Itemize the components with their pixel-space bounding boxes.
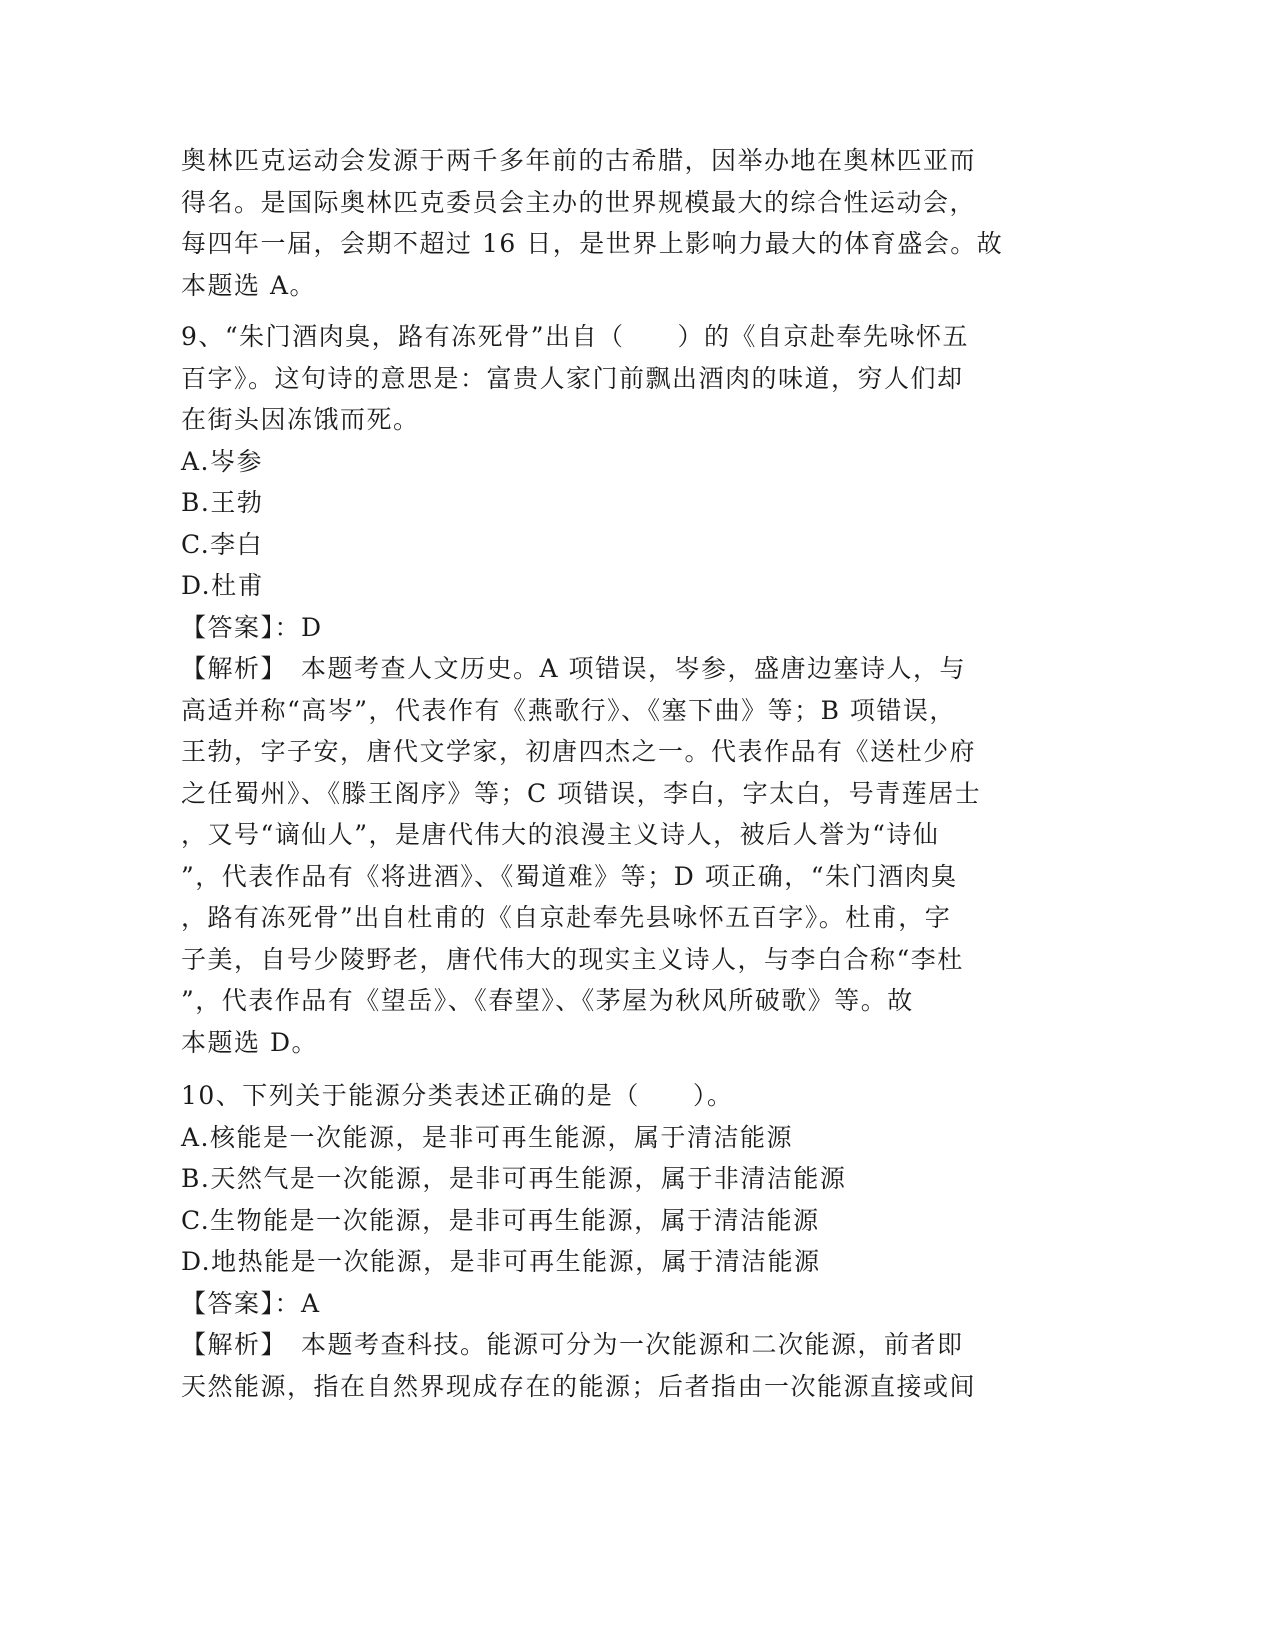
explanation-line: 本题选 D。 — [181, 1027, 318, 1057]
explanation-line: 子美，自号少陵野老，唐代伟大的现实主义诗人，与李白合称“李杜 — [181, 944, 964, 974]
explanation-line: 【解析】 本题考查人文历史。A 项错误，岑参，盛唐边塞诗人，与 — [181, 654, 967, 683]
explanation-line: ”，代表作品有《将进酒》、《蜀道难》等；D 项正确，“朱门酒肉臭 — [181, 861, 958, 891]
question-stem-line: 百字》。这句诗的意思是：富贵人家门前飘出酒肉的味道，穷人们却 — [181, 363, 964, 393]
option-a: A.核能是一次能源，是非可再生能源，属于清洁能源 — [181, 1122, 794, 1152]
option-d: D.地热能是一次能源，是非可再生能源，属于清洁能源 — [181, 1247, 821, 1276]
text-line: 本题选 A。 — [181, 270, 317, 300]
document-page — [181, 140, 1031, 1407]
explanation-line: 高适并称“高岑”，代表作有《燕歌行》、《塞下曲》等；B 项错误， — [181, 695, 956, 725]
explanation-line: 【解析】 本题考查科技。能源可分为一次能源和二次能源，前者即 — [181, 1330, 964, 1359]
spacer — [181, 1063, 1031, 1075]
explanation-line: ，又号“谪仙人”，是唐代伟大的浪漫主义诗人，被后人誉为“诗仙 — [181, 820, 940, 849]
explanation-line: 天然能源，指在自然界现成存在的能源；后者指由一次能源直接或间 — [181, 1371, 977, 1401]
option-a: A.岑参 — [181, 446, 264, 476]
text-line: 奥林匹克运动会发源于两千多年前的古希腊，因举办地在奥林匹亚而 — [181, 146, 977, 175]
text-line: 得名。是国际奥林匹克委员会主办的世界规模最大的综合性运动会， — [181, 187, 977, 217]
option-b: B.王勃 — [181, 488, 264, 517]
prev-question-explanation — [181, 140, 1031, 306]
option-d: D.杜甫 — [181, 571, 265, 600]
option-c: C.生物能是一次能源，是非可再生能源，属于清洁能源 — [181, 1205, 820, 1235]
option-b: B.天然气是一次能源，是非可再生能源，属于非清洁能源 — [181, 1164, 847, 1193]
explanation-line: 之任蜀州》、《滕王阁序》等；C 项错误，李白，字太白，号青莲居士 — [181, 778, 982, 808]
spacer — [181, 306, 1031, 316]
question-stem-line: 9、“朱门酒肉臭，路有冻死骨”出自（ ）的《自京赴奉先咏怀五 — [181, 322, 969, 351]
question-stem-line: 在街头因冻饿而死。 — [181, 405, 420, 434]
question-10 — [181, 1075, 1031, 1407]
text-line: 每四年一届，会期不超过 16 日，是世界上影响力最大的体育盛会。故 — [181, 229, 1004, 258]
explanation-line: ”，代表作品有《望岳》、《春望》、《茅屋为秋风所破歌》等。故 — [181, 986, 914, 1015]
explanation-line: ，路有冻死骨”出自杜甫的《自京赴奉先县咏怀五百字》。杜甫，字 — [181, 903, 952, 932]
answer-line: 【答案】：D — [181, 612, 323, 642]
answer-line: 【答案】：A — [181, 1288, 321, 1318]
question-9 — [181, 316, 1031, 1063]
question-stem-line: 10、下列关于能源分类表述正确的是（ ）。 — [181, 1081, 734, 1110]
explanation-line: 王勃，字子安，唐代文学家，初唐四杰之一。代表作品有《送杜少府 — [181, 737, 977, 766]
option-c: C.李白 — [181, 529, 264, 559]
